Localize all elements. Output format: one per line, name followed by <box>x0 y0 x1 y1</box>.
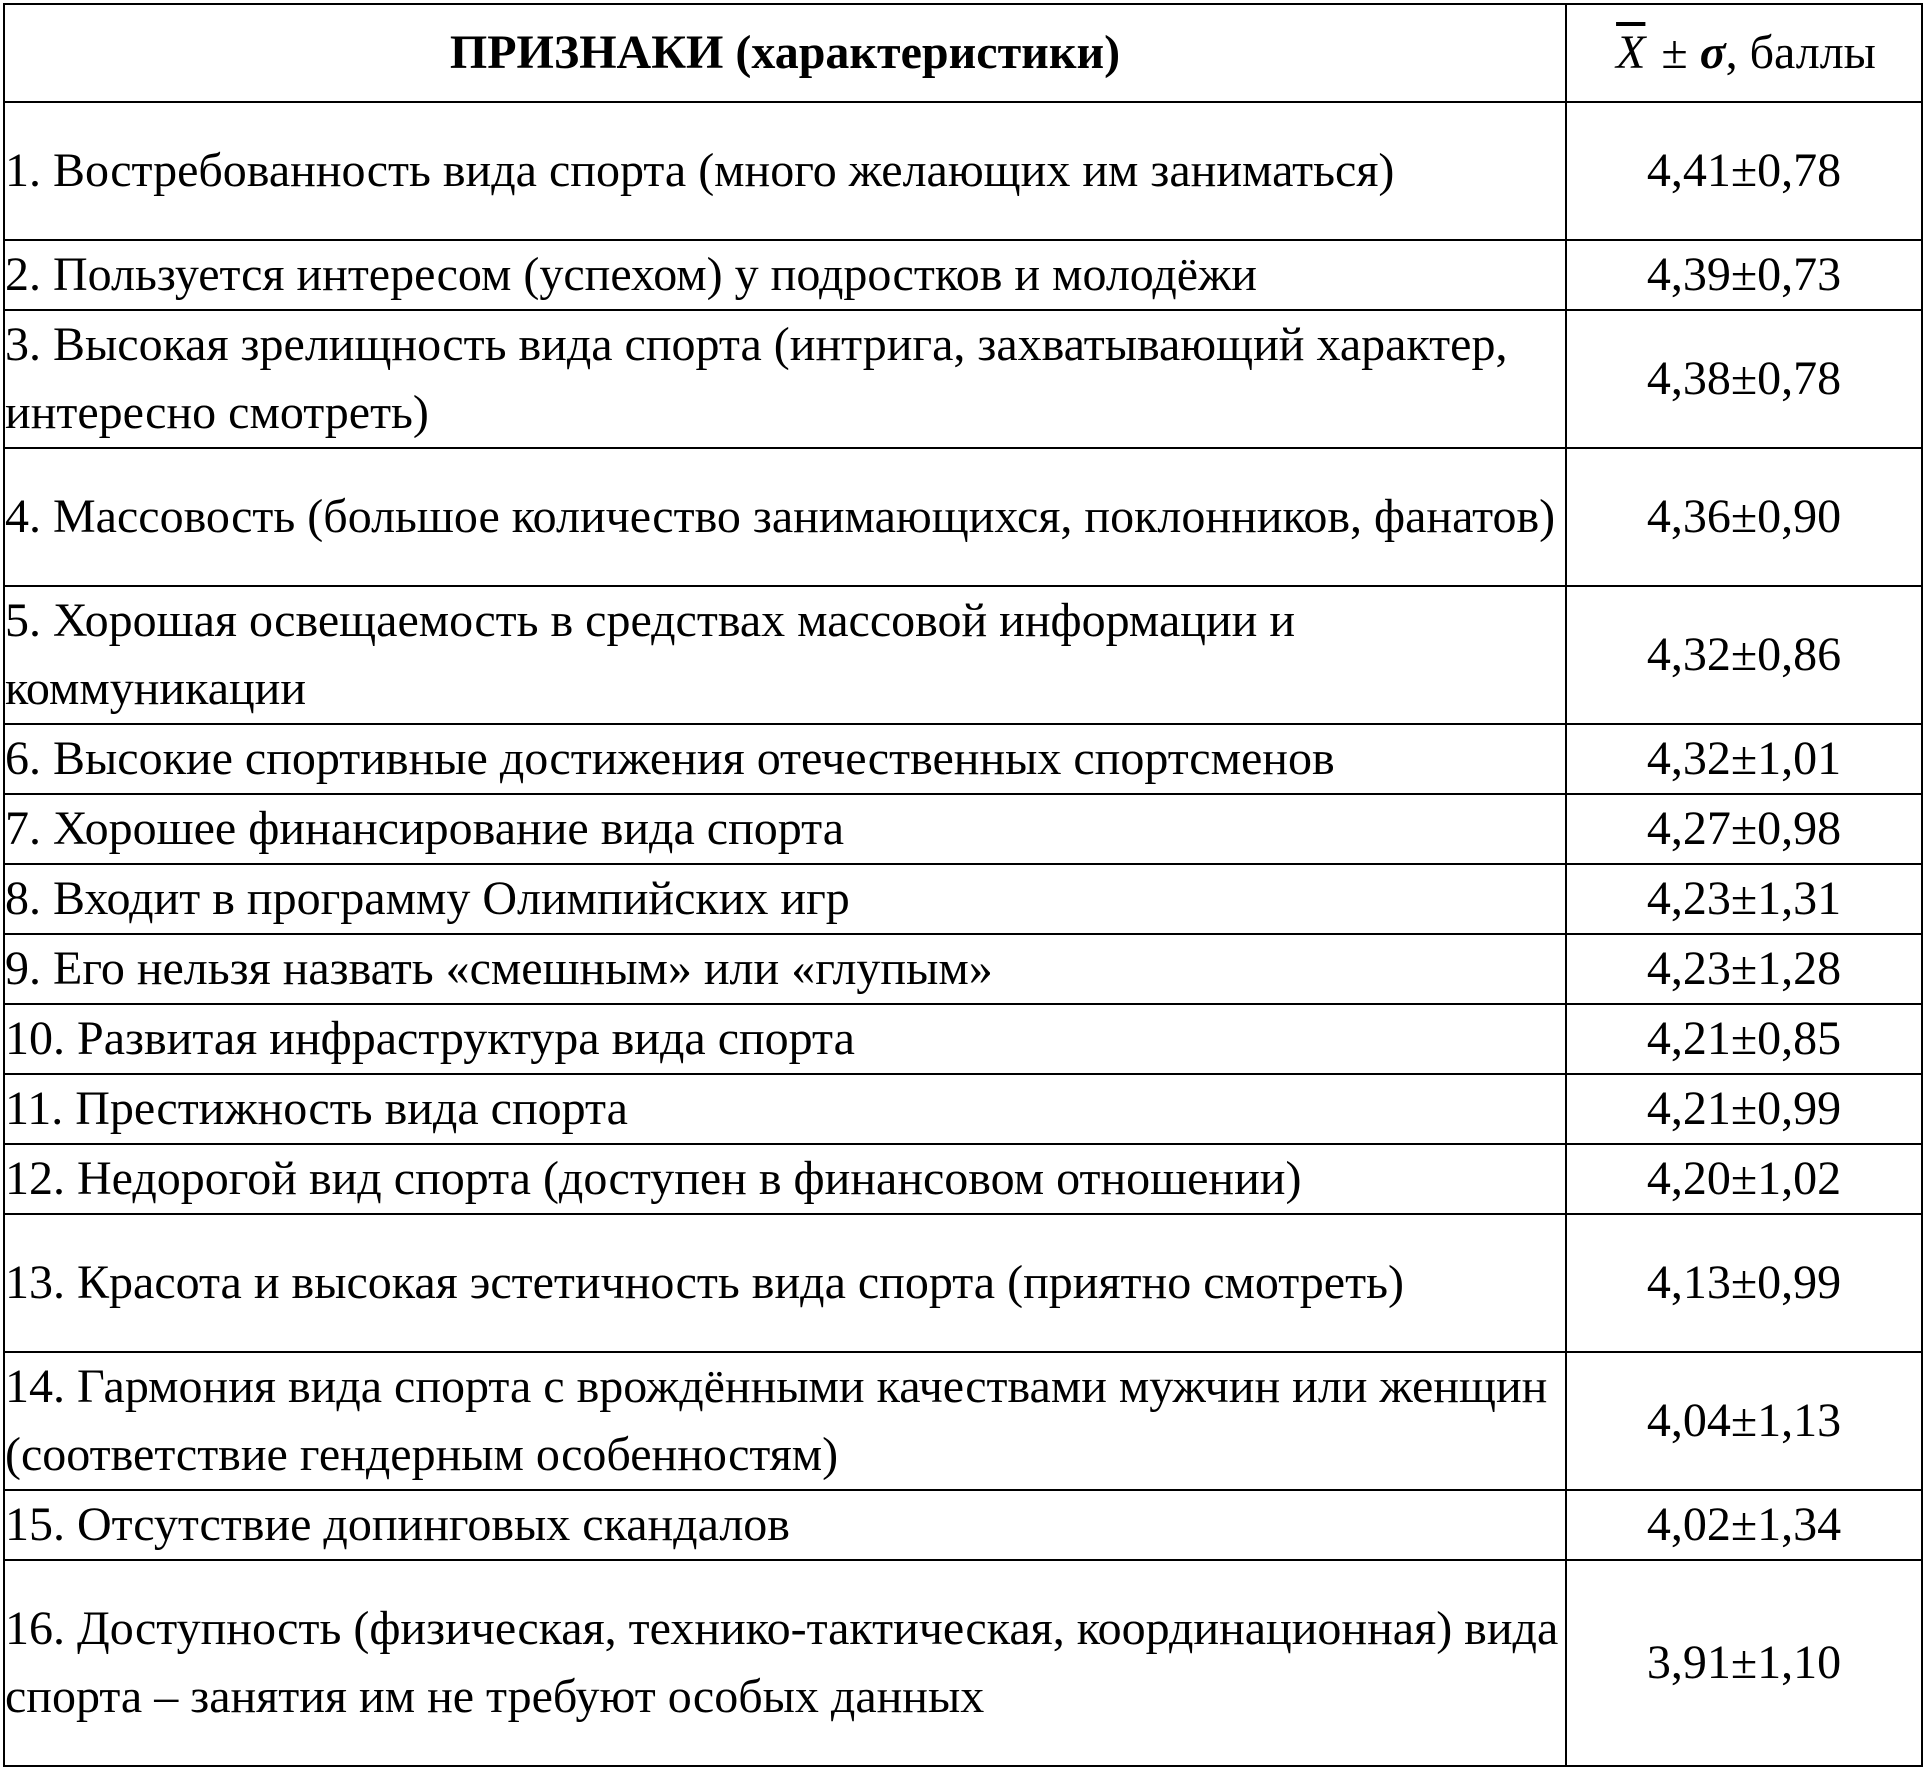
value-cell: 4,41±0,78 <box>1566 102 1922 240</box>
table-row <box>4 240 1922 310</box>
criterion-cell: 6. Высокие спортивные достижения отечественных спортсменов <box>4 724 1566 794</box>
table-row <box>4 1490 1922 1560</box>
table-row <box>4 1004 1922 1074</box>
criterion-cell: 7. Хорошее финансирование вида спорта <box>4 794 1566 864</box>
criteria-table <box>3 3 1923 1767</box>
value-cell: 4,20±1,02 <box>1566 1144 1922 1214</box>
criterion-cell: 1. Востребованность вида спорта (много желающих им заниматься) <box>4 102 1566 240</box>
table-row <box>4 586 1922 724</box>
table-row <box>4 794 1922 864</box>
table-row <box>4 1352 1922 1490</box>
value-cell: 4,32±1,01 <box>1566 724 1922 794</box>
criterion-cell: 15. Отсутствие допинговых скандалов <box>4 1490 1566 1560</box>
criterion-cell: 13. Красота и высокая эстетичность вида спорта (приятно смотреть) <box>4 1214 1566 1352</box>
criterion-cell: 16. Доступность (физическая, технико-тактическая, координационная) вида спорта – занятия им не требуют особых данных <box>4 1560 1566 1766</box>
table-row <box>4 1214 1922 1352</box>
value-cell: 4,32±0,86 <box>1566 586 1922 724</box>
value-cell: 4,39±0,73 <box>1566 240 1922 310</box>
criterion-cell: 2. Пользуется интересом (успехом) у подростков и молодёжи <box>4 240 1566 310</box>
criterion-cell: 3. Высокая зрелищность вида спорта (интрига, захватывающий характер, интересно смотреть) <box>4 310 1566 448</box>
criterion-cell: 10. Развитая инфраструктура вида спорта <box>4 1004 1566 1074</box>
table-row <box>4 310 1922 448</box>
value-cell: 3,91±1,10 <box>1566 1560 1922 1766</box>
value-cell: 4,21±0,85 <box>1566 1004 1922 1074</box>
plus-minus-symbol: ± <box>1661 26 1688 79</box>
criteria-column-header: ПРИЗНАКИ (характеристики) <box>4 4 1566 102</box>
criterion-cell: 12. Недорогой вид спорта (доступен в финансовом отношении) <box>4 1144 1566 1214</box>
value-cell: 4,38±0,78 <box>1566 310 1922 448</box>
table-row <box>4 448 1922 586</box>
value-cell: 4,36±0,90 <box>1566 448 1922 586</box>
value-cell: 4,02±1,34 <box>1566 1490 1922 1560</box>
table-row <box>4 102 1922 240</box>
value-cell: 4,13±0,99 <box>1566 1214 1922 1352</box>
value-cell: 4,23±1,28 <box>1566 934 1922 1004</box>
value-column-header <box>1566 4 1922 102</box>
criterion-cell: 4. Массовость (большое количество занимающихся, поклонников, фанатов) <box>4 448 1566 586</box>
value-cell: 4,23±1,31 <box>1566 864 1922 934</box>
mean-symbol: $\overline{X}$ <box>1616 26 1646 79</box>
table-row <box>4 1144 1922 1214</box>
table-row <box>4 1560 1922 1766</box>
table-row <box>4 864 1922 934</box>
table-row <box>4 724 1922 794</box>
value-cell: 4,04±1,13 <box>1566 1352 1922 1490</box>
table-row <box>4 1074 1922 1144</box>
table-header-row <box>4 4 1922 102</box>
value-cell: 4,27±0,98 <box>1566 794 1922 864</box>
criterion-cell: 11. Престижность вида спорта <box>4 1074 1566 1144</box>
table-row <box>4 934 1922 1004</box>
criterion-cell: 5. Хорошая освещаемость в средствах массовой информации и коммуникации <box>4 586 1566 724</box>
criterion-cell: 9. Его нельзя назвать «смешным» или «глупым» <box>4 934 1566 1004</box>
criterion-cell: 14. Гармония вида спорта с врождёнными качествами мужчин или женщин (соответствие гендерным особенностям) <box>4 1352 1566 1490</box>
value-cell: 4,21±0,99 <box>1566 1074 1922 1144</box>
sigma-symbol: σ <box>1699 26 1726 79</box>
value-unit: , баллы <box>1725 26 1876 79</box>
criterion-cell: 8. Входит в программу Олимпийских игр <box>4 864 1566 934</box>
